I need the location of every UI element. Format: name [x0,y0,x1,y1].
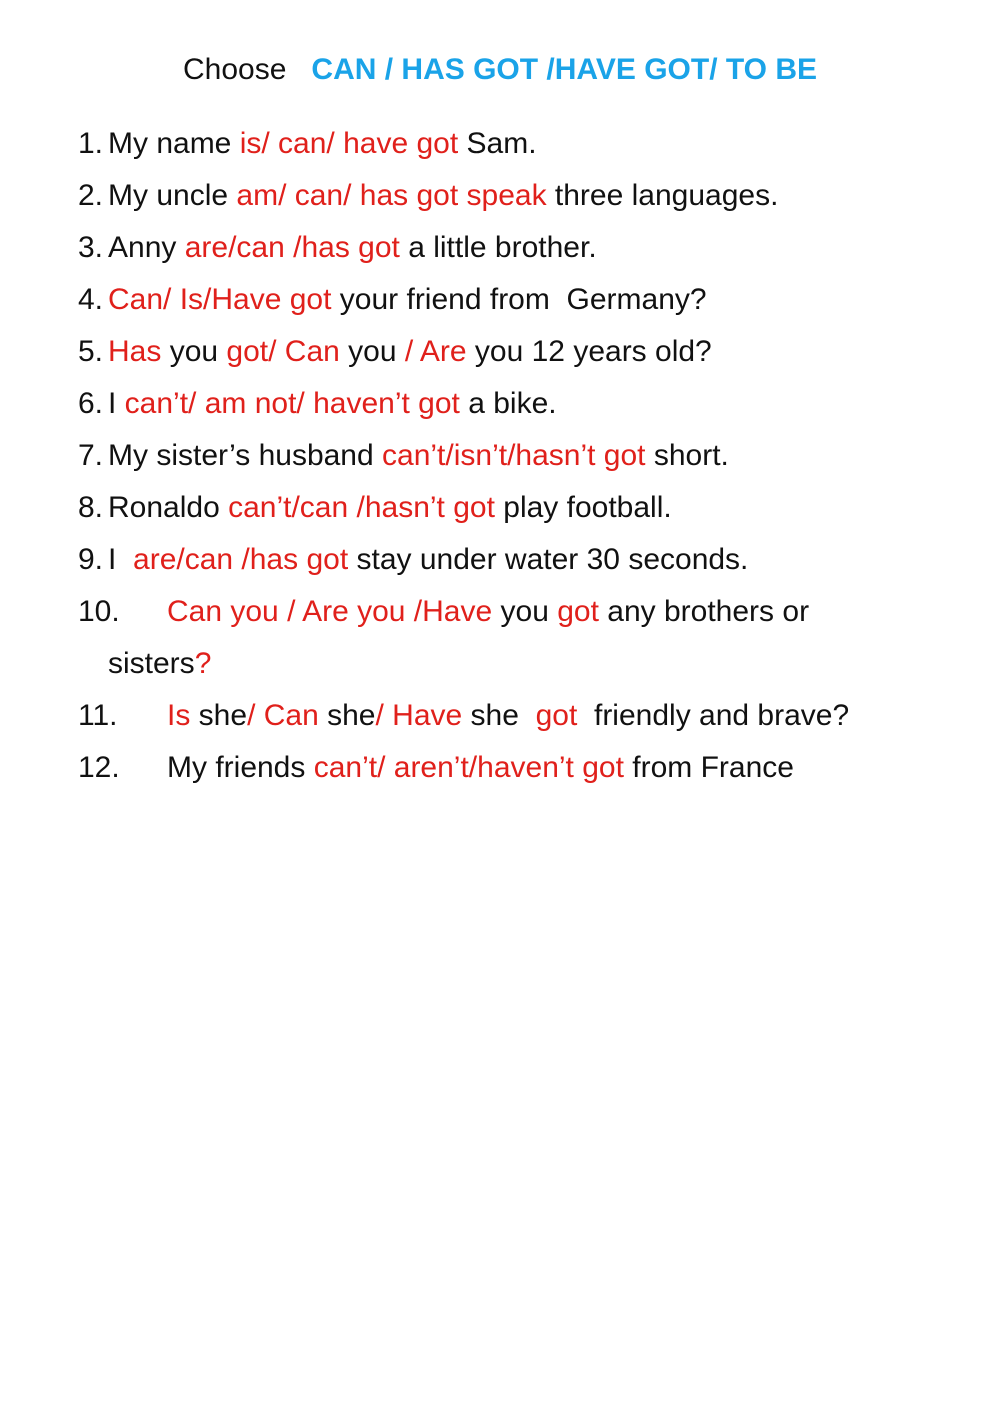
sentence-text: you 12 years old? [466,335,712,368]
sentence-text: a little brother. [399,231,597,264]
sentence-text: a bike. [459,387,557,420]
question-item [78,430,978,482]
sentence-text: My friends [167,751,314,784]
answer-choices[interactable]: can’t/can /hasn’t got [228,491,495,524]
answer-choices[interactable]: / Have [375,699,463,732]
sentence-text: she [318,699,376,732]
sentence-text: you [492,595,558,628]
sentence-text: stay under water 30 seconds. [348,543,749,576]
question-item [78,586,978,638]
answer-choices[interactable]: is/ can/ have got [239,127,459,160]
question-sentence [108,482,978,534]
sentence-text: Anny [108,231,185,264]
question-sentence [108,534,978,586]
question-sentence [108,430,978,482]
sentence-text: you [161,335,227,368]
sentence-text: My sister’s husband [108,439,383,472]
question-number: 1. [78,127,104,160]
question-sentence [108,222,978,274]
sentence-text: any brothers or [598,595,810,628]
sentence-text: you [339,335,405,368]
answer-choices[interactable]: can’t/isn’t/hasn’t got [382,439,646,472]
question-sentence [167,690,978,742]
question-list [78,118,978,794]
sentence-text: she [190,699,248,732]
sentence-text: three languages. [546,179,779,212]
question-item [78,482,978,534]
question-number: 3. [78,231,104,264]
question-item [78,378,978,430]
question-sentence [108,326,978,378]
sentence-text: I [108,543,134,576]
question-item [78,326,978,378]
answer-choices[interactable]: got [535,699,578,732]
question-item [78,222,978,274]
question-item [78,534,978,586]
sentence-text: I [108,387,125,420]
question-number: 6. [78,387,104,420]
question-number: 2. [78,179,104,212]
sentence-text: from France [623,751,794,784]
sentence-text: play football. [494,491,672,524]
question-number: 4. [78,283,104,316]
sentence-text: short. [645,439,729,472]
sentence-text: My name [108,127,240,160]
question-number: 9. [78,543,104,576]
question-number: 11. [78,699,118,732]
answer-choices[interactable]: can’t/ am not/ haven’t got [124,387,460,420]
question-number: 10. [78,595,120,628]
answer-choices[interactable]: ? [194,647,212,680]
sentence-text: My uncle [108,179,237,212]
answer-choices[interactable]: Can/ Is/Have got [108,283,332,316]
question-item [78,118,978,170]
question-item [78,690,978,742]
answer-choices[interactable]: can’t/ aren’t/haven’t got [313,751,624,784]
question-sentence [167,586,978,638]
question-number: 8. [78,491,104,524]
question-sentence [108,378,978,430]
question-sentence [108,118,978,170]
question-item [78,170,978,222]
sentence-text: your friend from Germany? [331,283,707,316]
question-sentence [167,742,978,794]
title-options: CAN / HAS GOT /HAVE GOT/ TO BE [311,53,817,86]
question-number: 7. [78,439,104,472]
answer-choices[interactable]: Is [167,699,191,732]
answer-choices[interactable]: am/ can/ has got speak [236,179,547,212]
question-item [78,742,978,794]
answer-choices[interactable]: are/can /has got [133,543,349,576]
sentence-text: friendly and brave? [577,699,850,732]
instruction-title [0,50,1000,90]
answer-choices[interactable]: are/can /has got [184,231,400,264]
answer-choices[interactable]: Has [108,335,162,368]
sentence-text: sisters [108,647,195,680]
answer-choices[interactable]: got [557,595,599,628]
answer-choices[interactable]: / Are [404,335,467,368]
title-label: Choose [182,53,287,86]
answer-choices[interactable]: got/ Can [226,335,340,368]
answer-choices[interactable]: Can you / Are you /Have [167,595,493,628]
sentence-text: Sam. [458,127,537,160]
question-sentence [108,170,978,222]
question-number: 5. [78,335,104,368]
sentence-text: she [462,699,536,732]
sentence-text: Ronaldo [108,491,229,524]
question-number: 12. [78,751,120,784]
question-sentence [108,274,978,326]
question-sentence-continuation [78,638,978,690]
answer-choices[interactable]: / Can [247,699,319,732]
question-item [78,274,978,326]
